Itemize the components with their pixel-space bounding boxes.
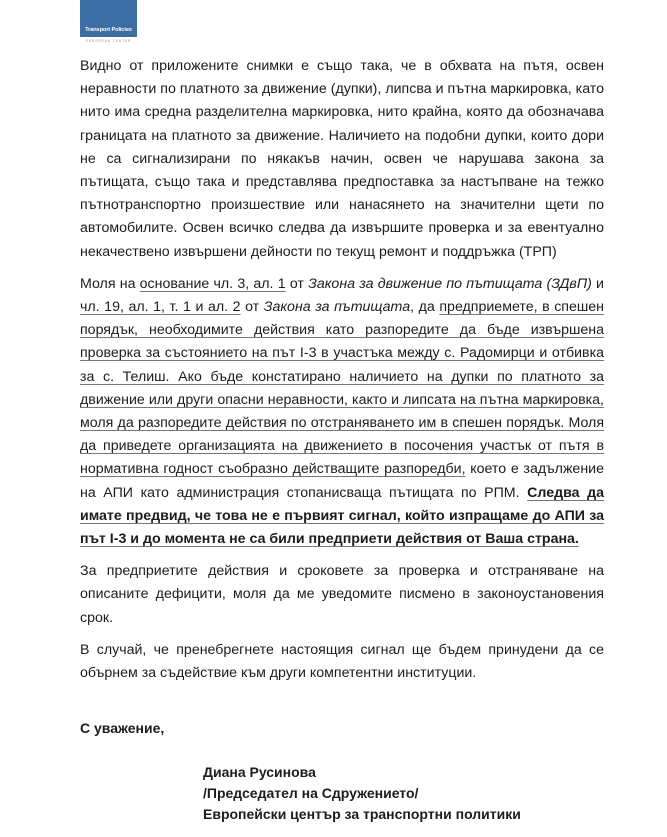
logo-subtitle: EUROPEAN CENTER [85,39,132,43]
request-text: Моля на [80,275,140,292]
paragraph-deadline: За предприетите действия и сроковете за проверка и отстраняване на описаните дефицити, моля да ме уведомите писмено в законоустановения срок. [80,563,604,626]
signatory-organization: Европейски център за транспортни политики [203,806,521,822]
legal-reference: чл. 19, ал. 1, т. 1 и ал. 2 [80,299,241,316]
law-name: Закона за движение по пътищата (ЗДвП) [308,275,592,292]
paragraph-request [80,273,604,551]
law-name: Закона за пътищата [263,299,411,316]
letter-body [80,55,604,694]
request-text: от [240,299,264,316]
emphasis-notice: Следва да имате предвид, че това не е първият сигнал, който изпращаме до АПИ за път I-3 и до момента не са били предприети действия от Ваша страна. [80,484,604,548]
closing-salutation: С уважение, [80,720,165,736]
signature-block [203,762,521,825]
request-text: което е задължение на АПИ като администрация стопанисваща пътищата по РПМ. [80,461,604,501]
signatory-role: /Председател на Сдружението/ [203,785,419,801]
logo-title: Transport Policies [85,27,132,33]
requested-actions: предприемете, в спешен порядък, необходимите действия като разпоредите да бъде извършена проверка за състоянието на път I-3 в участъка между с. Радомирци и отбивка за с. Телиш. Ако бъде констатирано наличието на дупки по платното за движение или други опасни неравности, както и липсата на пътна маркировка, моля да разпоредите действия по отстраняването им в спешен порядък. Моля да приведете организацията на движението в посочения участък от пътя в нормативна годност съобразно действащите разпоредби, [80,299,604,478]
paragraph-findings: Видно от приложените снимки е също така, че в обхвата на пътя, освен неравности по платното за движение (дупки), липсва и пътна маркировка, като нито има средна разделителна маркировка, нито крайна, която да обозначава границата на платното за движение. Наличието на подобни дупки, които дори не са сигнализирани по някакъв начин, освен че нарушава закона за пътищата, също така и представлява предпоставка за настъпване на тежко пътнотранспортно произшествие или нанасянето на значителни щети по автомобилите. Освен всичко следва да извършите проверка и за евентуално некачествено извършени дейности по текущ ремонт и поддръжка (ТРП) [80,58,604,260]
logo [80,0,137,37]
legal-reference: основание чл. 3, ал. 1 [139,275,286,292]
paragraph-warning: В случай, че пренебрегнете настоящия сигнал ще бъдем принудени да се обърнем за съдействие към други компетентни институции. [80,641,604,682]
request-text: , да [410,299,440,316]
signatory-name: Диана Русинова [203,764,316,780]
request-text: и [591,275,604,292]
request-text: от [285,275,309,292]
